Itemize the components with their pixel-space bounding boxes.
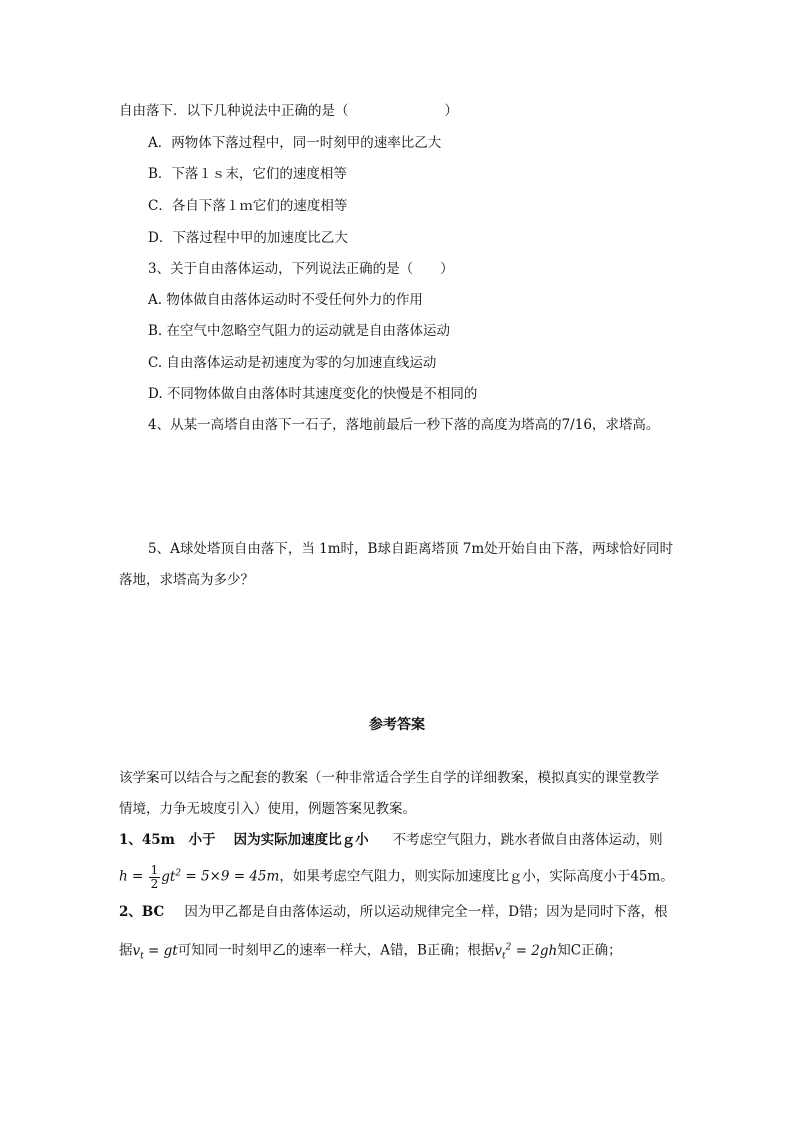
formula-gt2: $gt^2$ — [161, 868, 182, 885]
q5-line1: 5、A球处塔顶自由落下，当 1m时，B球自距离塔顶 7m处开始自由下落，两球恰好同时 — [148, 541, 674, 557]
formula-h: h = — [119, 868, 144, 885]
q2-option-a: A．两物体下落过程中，同一时刻甲的速率比乙大 — [148, 135, 442, 151]
answer-1-text: 不考虑空气阻力，跳水者做自由落体运动，则 — [392, 832, 663, 848]
answer-1-text2: ，如果考虑空气阻力，则实际加速度比ｇ小，实际高度小于45m。 — [279, 868, 674, 885]
formula-fraction: $\frac{1}{2}$ — [150, 862, 159, 891]
q3-option-c: C. 自由落体运动是初速度为零的匀加速直线运动 — [148, 355, 437, 371]
q3-option-a: A. 物体做自由落体运动时不受任何外力的作用 — [148, 292, 423, 308]
q3-stem: 3、关于自由落体运动，下列说法正确的是（ ） — [148, 261, 454, 277]
q4-stem: 4、从某一高塔自由落下一石子，落地前最后一秒下落的高度为塔高的7/16，求塔高。 — [148, 417, 660, 433]
formula-result: = 5×9 = 45m — [185, 868, 280, 885]
answers-title: 参考答案 — [369, 717, 425, 733]
formula-vt-gt: $v_t$ = gt — [132, 942, 178, 962]
formula-vt2-2gh: $v_t^2 = 2gh$ — [494, 942, 558, 962]
answer-2-text: 因为甲乙都是自由落体运动，所以运动规律完全一样，D错；因为是同时下落，根 — [184, 904, 668, 920]
q5-line2: 落地，求塔高为多少？ — [119, 572, 254, 588]
q2-option-c: C．各自下落１ｍ它们的速度相等 — [148, 198, 348, 214]
answer-2-line2: 据$v_t$ = gt可知同一时刻甲乙的速率一样大，A错，B正确；根据$v_t^2 = 2gh$知C正确； — [119, 942, 622, 962]
answer-1-line2 — [119, 858, 674, 892]
answers-intro-line2: 情境，力争无坡度引入）使用，例题答案见教案。 — [119, 801, 416, 817]
answer-1-label: 1、45m 小于 因为实际加速度比ｇ小 — [119, 832, 369, 848]
q2-option-b: B．下落１ｓ末，它们的速度相等 — [148, 166, 347, 182]
answer-2-label: 2、BC — [119, 904, 165, 920]
q2-option-d: D．下落过程中甲的加速度比乙大 — [148, 230, 348, 246]
q2-stem: 自由落下．以下几种说法中正确的是（ ） — [119, 103, 458, 119]
q3-option-b: B. 在空气中忽略空气阻力的运动就是自由落体运动 — [148, 323, 451, 339]
answer-1-line1 — [119, 830, 663, 850]
answer-2-line1 — [119, 902, 668, 922]
q3-option-d: D. 不同物体做自由落体时其速度变化的快慢是不相同的 — [148, 386, 478, 402]
answers-intro-line1: 该学案可以结合与之配套的教案（一种非常适合学生自学的详细教案，模拟真实的课堂教学 — [119, 770, 659, 786]
